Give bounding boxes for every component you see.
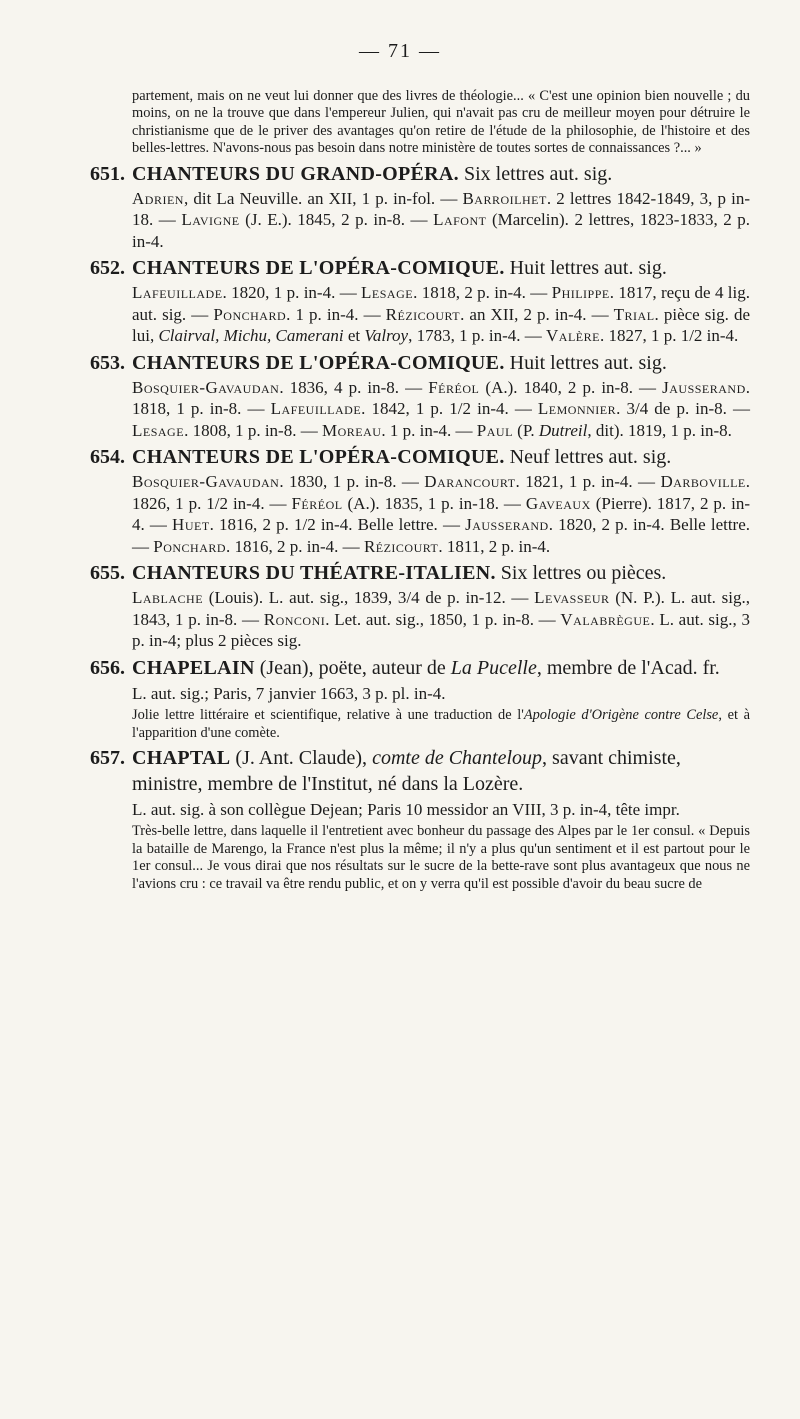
catalog-entry <box>90 161 750 253</box>
entry-text: (Pierre). 1817, 2 p. in-4. — <box>132 493 750 535</box>
entry-note: Très-belle lettre, dans laquelle il l'entretient avec bonheur du passage des Alpes par le 1er consul. « Depuis la bataille de Marengo, la France n'est plus la même; il n'y a plus qu'un sentiment et il est partout pour le 1er consul... Je vous dirai que nos résultats sur le sucre de la bette-rave sont plus avantageux que nous ne l'avions cru : ce travail va être rendu public, et on y verra qu'il est possible d'avoir du beau sucre de <box>132 823 750 892</box>
entry-title: CHAPELAIN <box>132 656 255 679</box>
entry-body: L. aut. sig.; Paris, 7 janvier 1663, 3 p. pl. in-4. <box>132 683 446 703</box>
entry-title: CHANTEURS DE L'OPÉRA-COMIQUE. <box>132 257 505 280</box>
entry-text: . 1816, 2 p. in-4. — <box>226 536 364 556</box>
person-name: Ponchard <box>213 304 287 324</box>
person-name: Philippe <box>551 283 610 303</box>
entry-text: . 1818, 2 p. in-4. — <box>413 283 552 303</box>
entry-text: . Let. aut. sig., 1850, 1 p. in-8. — <box>325 609 561 629</box>
entry-text: , dit La Neuville. an XII, 1 p. in-fol. — <box>183 188 463 208</box>
person-name: Levasseur <box>534 588 610 608</box>
entry-text: . 1 p. in-4. — <box>381 420 477 440</box>
catalog-entry <box>90 255 750 347</box>
entry-text: . an XII, 2 p. in-4. — <box>460 304 614 324</box>
entry-text: , dit). 1819, 1 p. in-8. <box>587 420 732 440</box>
note-work-title: Apologie d'Origène contre Celse <box>523 707 719 724</box>
entry-text: . 1826, 1 p. 1/2 in-4. — <box>132 472 750 513</box>
entry-description: Neuf lettres aut. sig. <box>509 446 672 469</box>
entry-text: . 1 p. in-4. — <box>286 304 386 324</box>
entry-description: (Jean), poëte, auteur de <box>259 656 446 679</box>
person-name: Valabrègue <box>560 609 651 629</box>
entry-text: . 2 lettres 1842-1849, 3, p in-18. — <box>132 188 751 230</box>
entry-description-tail: , membre de l'Acad. fr. <box>536 656 720 679</box>
catalog-entry <box>90 560 750 652</box>
catalog-entry <box>90 745 750 893</box>
person-name: Jausserand <box>465 515 549 535</box>
person-name: Bosquier-Gavaudan <box>132 472 280 492</box>
italic-name: Valroy <box>364 326 409 346</box>
entry-heading <box>132 350 750 376</box>
entry-number: 656. <box>90 656 125 679</box>
entry-number: 651. <box>90 162 125 185</box>
entry-text: (N. P.). L. aut. sig., 1843, 1 p. in-8. — <box>132 588 750 629</box>
entry-heading <box>132 560 750 586</box>
italic-name: Dutreil <box>538 420 588 440</box>
entry-text: . 1820, 1 p. in-4. — <box>222 283 362 303</box>
person-name: Lemonnier <box>537 399 617 419</box>
person-name: Ponchard <box>153 536 227 556</box>
entry-heading <box>132 745 750 797</box>
entry-title: CHANTEURS DU GRAND-OPÉRA. <box>132 162 459 185</box>
entry-text: . 1830, 1 p. in-8. — <box>279 472 425 492</box>
catalog-entry <box>90 655 750 742</box>
entry-text: . 1808, 1 p. in-8. — <box>184 420 322 440</box>
entry-body: L. aut. sig. à son collègue Dejean; Paris 10 messidor an VIII, 3 p. in-4, tête impr. <box>132 799 680 819</box>
entry-text: . 1816, 2 p. 1/2 in-4. Belle lettre. — <box>209 515 466 535</box>
person-name: Lafont <box>433 210 487 230</box>
person-name: Darancourt <box>424 472 516 492</box>
entry-number: 655. <box>90 562 125 585</box>
person-name: Ronconi <box>263 609 326 629</box>
entry-number: 652. <box>90 257 125 280</box>
note-text-end: , et à l'apparition d'une comète. <box>132 707 750 741</box>
entry-text: (P. <box>512 420 539 440</box>
entry-heading <box>132 161 750 187</box>
entry-text: (Louis). L. aut. sig., 1839, 3/4 de p. in-12. — <box>203 588 535 608</box>
note-text: Jolie lettre littéraire et scientifique, relative à une traduction de l' <box>132 707 524 724</box>
entry-body <box>132 282 750 347</box>
entry-text: . 1827, 1 p. 1/2 in-4. <box>599 326 739 346</box>
entry-heading <box>132 255 750 281</box>
entry-text: . 1811, 2 p. in-4. <box>438 536 551 556</box>
entry-number: 653. <box>90 351 125 374</box>
person-name: Lablache <box>132 588 204 608</box>
entry-text: (A.). 1840, 2 p. in-8. — <box>479 377 663 397</box>
entry-text: (Marcelin). 2 lettres, 1823-1833, 2 p. in-4. <box>132 210 750 251</box>
person-name: Adrien <box>132 188 184 208</box>
italic-name: Clairval, Michu, Camerani <box>158 326 344 346</box>
entry-text: . 1820, 2 p. in-4. Belle lettre. — <box>132 515 751 556</box>
person-name: Rézicourt <box>385 304 461 324</box>
person-name: Darboville <box>660 472 746 492</box>
entry-title: CHANTEURS DE L'OPÉRA-COMIQUE. <box>132 446 505 469</box>
entry-description: Huit lettres aut. sig. <box>509 257 667 280</box>
entry-heading <box>132 655 750 681</box>
entry-description-tail: , savant chimiste, ministre, membre de l'Institut, né dans la Lozère. <box>132 746 681 795</box>
person-name: Lesage <box>361 283 414 303</box>
entry-description: Six lettres ou pièces. <box>500 562 667 585</box>
entry-title: CHANTEURS DU THÉATRE-ITALIEN. <box>132 562 496 585</box>
entry-text: . 1842, 1 p. 1/2 in-4. — <box>361 399 538 419</box>
person-name: Féréol <box>291 493 343 513</box>
intro-paragraph: partement, mais on ne veut lui donner que des livres de théologie... « C'est une opinion bien nouvelle ; du moins, on ne la trouve que dans l'empereur Julien, qui n'avait pas cru de meilleur moyen pour détruire le christianisme que de le priver des avantages qu'on retire de l'étude de la philosophie, de l'histoire et des belles-lettres. N'avons-nous pas besoin dans notre ministère de toutes sortes de connaissances ?... » <box>132 88 750 157</box>
entry-text: (J. E.). 1845, 2 p. in-8. — <box>239 210 434 230</box>
person-name: Bosquier-Gavaudan <box>132 377 280 397</box>
entry-work-title: La Pucelle <box>450 656 537 679</box>
person-name: Lavigne <box>181 210 240 230</box>
person-name: Moreau <box>321 420 382 440</box>
page-number: — 71 — <box>359 40 441 62</box>
entry-text: . 1818, 1 p. in-8. — <box>132 377 751 419</box>
entry-text: . L. aut. sig., 3 p. in-4; plus 2 pièces sig. <box>132 609 750 651</box>
entry-body <box>132 471 750 557</box>
entry-text: . 1836, 4 p. in-8. — <box>279 377 429 397</box>
entry-body <box>132 377 750 442</box>
entry-number: 654. <box>90 446 125 469</box>
entry-description: Six lettres aut. sig. <box>463 162 613 185</box>
entry-body <box>132 587 750 652</box>
person-name: Barroilhet <box>462 188 547 208</box>
entry-title: CHANTEURS DE L'OPÉRA-COMIQUE. <box>132 351 505 374</box>
page-content <box>90 88 750 893</box>
person-name: Jausserand <box>662 377 746 397</box>
catalog-entry <box>90 444 750 557</box>
entry-text: . 1817, reçu de 4 lig. aut. sig. — <box>132 283 750 324</box>
entry-text: (A.). 1835, 1 p. in-18. — <box>342 493 526 513</box>
person-name: Lesage <box>132 420 185 440</box>
entry-text: et <box>343 326 365 346</box>
entry-text: . 1821, 1 p. in-4. — <box>515 472 661 492</box>
entry-text: . pièce sig. de lui, <box>132 304 751 346</box>
entry-title-italic: comte de Chanteloup <box>372 746 543 769</box>
entry-body <box>132 188 750 253</box>
person-name: Huet <box>172 515 210 535</box>
entry-text: , 1783, 1 p. in-4. — <box>408 326 546 346</box>
entry-description: (J. Ant. Claude), <box>235 746 368 769</box>
person-name: Trial <box>613 304 655 324</box>
person-name: Gaveaux <box>525 493 591 513</box>
entry-note <box>132 707 750 742</box>
entry-heading <box>132 444 750 470</box>
person-name: Féréol <box>428 377 480 397</box>
person-name: Paul <box>476 420 513 440</box>
entry-text: . 3/4 de p. in-8. — <box>616 399 751 419</box>
entry-description: Huit lettres aut. sig. <box>509 351 667 374</box>
entry-number: 657. <box>90 746 125 769</box>
entry-title: CHAPTAL <box>132 746 231 769</box>
person-name: Valère <box>546 326 600 346</box>
person-name: Lafeuillade <box>132 283 223 303</box>
person-name: Lafeuillade <box>270 399 362 419</box>
person-name: Rézicourt <box>363 536 439 556</box>
catalog-entry <box>90 350 750 442</box>
